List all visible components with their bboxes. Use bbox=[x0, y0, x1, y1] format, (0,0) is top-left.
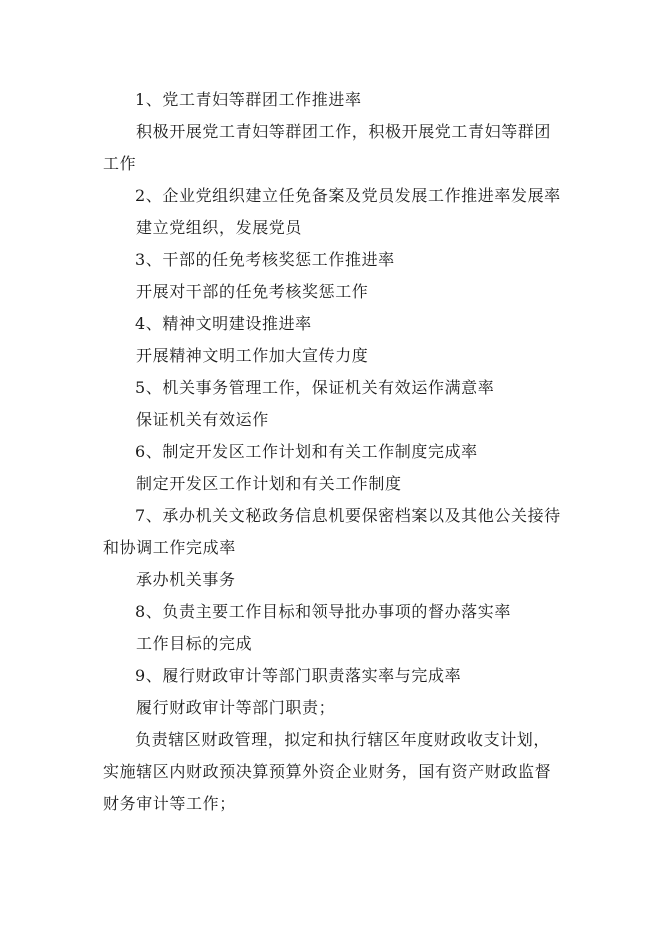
item-8-body: 工作目标的完成 bbox=[136, 634, 253, 653]
item-6-body: 制定开发区工作计划和有关工作制度 bbox=[136, 474, 402, 493]
item-5-body: 保证机关有效运作 bbox=[136, 410, 269, 429]
item-7-heading: 7、承办机关文秘政务信息机要保密档案以及其他公关接待和协调工作完成率 bbox=[103, 506, 561, 557]
document-body bbox=[103, 84, 565, 820]
item-4-heading: 4、精神文明建设推进率 bbox=[135, 314, 312, 333]
item-2-body: 建立党组织，发展党员 bbox=[136, 218, 303, 237]
item-3-heading: 3、干部的任免考核奖惩工作推进率 bbox=[135, 250, 395, 269]
item-6-heading: 6、制定开发区工作计划和有关工作制度完成率 bbox=[135, 442, 478, 461]
item-9-body: 履行财政审计等部门职责； bbox=[136, 698, 336, 717]
item-7-body: 承办机关事务 bbox=[136, 570, 236, 589]
item-5-heading: 5、机关事务管理工作，保证机关有效运作满意率 bbox=[135, 378, 495, 397]
item-1-body: 积极开展党工青妇等群团工作，积极开展党工青妇等群团工作 bbox=[103, 122, 552, 173]
item-2-heading: 2、企业党组织建立任免备案及党员发展工作推进率发展率 bbox=[135, 186, 561, 205]
item-8-heading: 8、负责主要工作目标和领导批办事项的督办落实率 bbox=[135, 602, 511, 621]
item-1-heading: 1、党工青妇等群团工作推进率 bbox=[135, 90, 362, 109]
item-9-detail: 负责辖区财政管理，拟定和执行辖区年度财政收支计划，实施辖区内财政预决算预算外资企业财务，国有资产财政监督财务审计等工作； bbox=[103, 730, 552, 813]
item-9-heading: 9、履行财政审计等部门职责落实率与完成率 bbox=[135, 666, 462, 685]
item-3-body: 开展对干部的任免考核奖惩工作 bbox=[136, 282, 369, 301]
item-4-body: 开展精神文明工作加大宣传力度 bbox=[136, 346, 369, 365]
